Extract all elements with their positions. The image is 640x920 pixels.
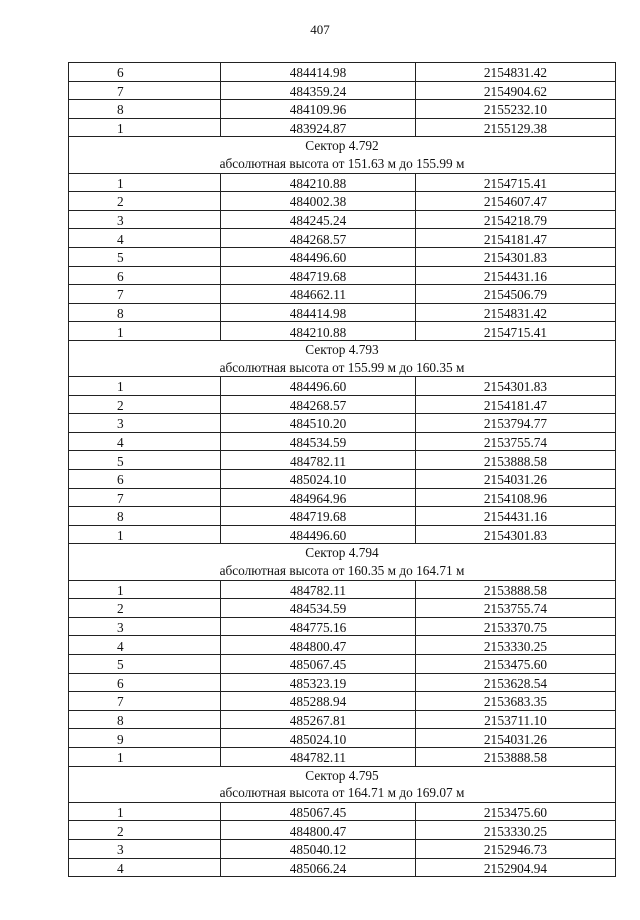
y-coordinate-cell: 2154904.62 [416,81,616,100]
y-coordinate-cell: 2154715.41 [416,322,616,341]
y-coordinate-cell: 2153683.35 [416,692,616,711]
sector-header [69,137,616,173]
x-coordinate-cell: 485323.19 [221,673,416,692]
coordinate-row [69,81,616,100]
x-coordinate-cell: 485067.45 [221,802,416,821]
x-coordinate-cell: 484414.98 [221,303,416,322]
y-coordinate-cell: 2155129.38 [416,118,616,137]
point-number-cell: 4 [69,858,221,877]
point-number-cell: 1 [69,118,221,137]
point-number-cell: 2 [69,821,221,840]
y-coordinate-cell: 2154301.83 [416,247,616,266]
coordinate-row [69,839,616,858]
y-coordinate-cell: 2153475.60 [416,802,616,821]
point-number-cell: 1 [69,322,221,341]
coordinate-row [69,858,616,877]
coordinate-row [69,488,616,507]
sector-altitude: абсолютная высота от 151.63 м до 155.99 м [219,155,465,171]
y-coordinate-cell: 2154607.47 [416,192,616,211]
sector-header [69,340,616,376]
coordinate-row [69,303,616,322]
x-coordinate-cell: 484782.11 [221,451,416,470]
y-coordinate-cell: 2154831.42 [416,63,616,82]
coordinate-row [69,118,616,137]
x-coordinate-cell: 484510.20 [221,414,416,433]
x-coordinate-cell: 484782.11 [221,580,416,599]
point-number-cell: 1 [69,802,221,821]
y-coordinate-cell: 2153755.74 [416,432,616,451]
coordinate-row [69,173,616,192]
coordinate-row [69,747,616,766]
coordinate-row [69,414,616,433]
x-coordinate-cell: 484414.98 [221,63,416,82]
coordinate-row [69,377,616,396]
sector-header-row [69,340,616,376]
coordinate-row [69,655,616,674]
coordinate-row [69,729,616,748]
point-number-cell: 7 [69,285,221,304]
coordinates-table [68,62,616,877]
x-coordinate-cell: 484964.96 [221,488,416,507]
y-coordinate-cell: 2154431.16 [416,507,616,526]
coordinate-row [69,266,616,285]
coordinate-row [69,210,616,229]
coordinate-row [69,229,616,248]
point-number-cell: 3 [69,839,221,858]
sector-header [69,766,616,802]
sector-altitude: абсолютная высота от 164.71 м до 169.07 м [219,785,465,801]
x-coordinate-cell: 484268.57 [221,395,416,414]
y-coordinate-cell: 2154031.26 [416,729,616,748]
x-coordinate-cell: 484359.24 [221,81,416,100]
point-number-cell: 2 [69,192,221,211]
coordinate-row [69,470,616,489]
x-coordinate-cell: 484800.47 [221,821,416,840]
x-coordinate-cell: 484775.16 [221,617,416,636]
coordinate-row [69,192,616,211]
point-number-cell: 1 [69,173,221,192]
x-coordinate-cell: 484800.47 [221,636,416,655]
x-coordinate-cell: 485040.12 [221,839,416,858]
y-coordinate-cell: 2154181.47 [416,229,616,248]
x-coordinate-cell: 484245.24 [221,210,416,229]
coordinate-row [69,821,616,840]
y-coordinate-cell: 2152904.94 [416,858,616,877]
point-number-cell: 2 [69,599,221,618]
point-number-cell: 8 [69,100,221,119]
sector-header-row [69,544,616,580]
coordinate-row [69,395,616,414]
y-coordinate-cell: 2153755.74 [416,599,616,618]
y-coordinate-cell: 2154715.41 [416,173,616,192]
y-coordinate-cell: 2153370.75 [416,617,616,636]
coordinate-row [69,247,616,266]
point-number-cell: 7 [69,488,221,507]
x-coordinate-cell: 484210.88 [221,173,416,192]
coordinate-row [69,100,616,119]
coordinate-row [69,507,616,526]
point-number-cell: 5 [69,451,221,470]
point-number-cell: 5 [69,247,221,266]
coordinate-row [69,63,616,82]
y-coordinate-cell: 2154831.42 [416,303,616,322]
point-number-cell: 9 [69,729,221,748]
coordinates-table-body [69,63,616,877]
y-coordinate-cell: 2154301.83 [416,525,616,544]
sector-title: Сектор 4.794 [305,545,379,561]
x-coordinate-cell: 485288.94 [221,692,416,711]
y-coordinate-cell: 2155232.10 [416,100,616,119]
x-coordinate-cell: 485024.10 [221,470,416,489]
coordinate-row [69,617,616,636]
point-number-cell: 6 [69,266,221,285]
point-number-cell: 7 [69,81,221,100]
point-number-cell: 1 [69,525,221,544]
x-coordinate-cell: 484002.38 [221,192,416,211]
x-coordinate-cell: 484496.60 [221,525,416,544]
x-coordinate-cell: 483924.87 [221,118,416,137]
x-coordinate-cell: 484109.96 [221,100,416,119]
y-coordinate-cell: 2154108.96 [416,488,616,507]
coordinate-row [69,802,616,821]
y-coordinate-cell: 2153628.54 [416,673,616,692]
point-number-cell: 3 [69,617,221,636]
y-coordinate-cell: 2154301.83 [416,377,616,396]
point-number-cell: 2 [69,395,221,414]
x-coordinate-cell: 484782.11 [221,747,416,766]
y-coordinate-cell: 2154181.47 [416,395,616,414]
sector-title: Сектор 4.795 [305,767,379,783]
x-coordinate-cell: 484496.60 [221,377,416,396]
x-coordinate-cell: 484268.57 [221,229,416,248]
coordinate-row [69,432,616,451]
sector-header-row [69,137,616,173]
coordinate-row [69,636,616,655]
coordinate-row [69,692,616,711]
sector-title: Сектор 4.793 [305,341,379,357]
coordinate-row [69,285,616,304]
point-number-cell: 5 [69,655,221,674]
point-number-cell: 8 [69,507,221,526]
page-number: 407 [310,22,330,37]
coordinate-row [69,580,616,599]
point-number-cell: 8 [69,303,221,322]
y-coordinate-cell: 2154431.16 [416,266,616,285]
y-coordinate-cell: 2153330.25 [416,636,616,655]
coordinate-row [69,322,616,341]
y-coordinate-cell: 2154506.79 [416,285,616,304]
point-number-cell: 1 [69,747,221,766]
coordinate-row [69,710,616,729]
sector-header-row [69,766,616,802]
y-coordinate-cell: 2153475.60 [416,655,616,674]
y-coordinate-cell: 2153888.58 [416,747,616,766]
point-number-cell: 8 [69,710,221,729]
y-coordinate-cell: 2154031.26 [416,470,616,489]
x-coordinate-cell: 485024.10 [221,729,416,748]
x-coordinate-cell: 484534.59 [221,432,416,451]
point-number-cell: 1 [69,580,221,599]
point-number-cell: 3 [69,414,221,433]
y-coordinate-cell: 2153711.10 [416,710,616,729]
y-coordinate-cell: 2154218.79 [416,210,616,229]
y-coordinate-cell: 2153888.58 [416,451,616,470]
coordinate-row [69,525,616,544]
x-coordinate-cell: 484662.11 [221,285,416,304]
point-number-cell: 7 [69,692,221,711]
x-coordinate-cell: 485066.24 [221,858,416,877]
coordinate-row [69,673,616,692]
point-number-cell: 4 [69,229,221,248]
x-coordinate-cell: 484496.60 [221,247,416,266]
sector-altitude: абсолютная высота от 155.99 м до 160.35 м [219,359,465,375]
y-coordinate-cell: 2153888.58 [416,580,616,599]
x-coordinate-cell: 484210.88 [221,322,416,341]
x-coordinate-cell: 485267.81 [221,710,416,729]
point-number-cell: 4 [69,432,221,451]
sector-header [69,544,616,580]
point-number-cell: 3 [69,210,221,229]
x-coordinate-cell: 484719.68 [221,507,416,526]
point-number-cell: 1 [69,377,221,396]
x-coordinate-cell: 485067.45 [221,655,416,674]
y-coordinate-cell: 2153794.77 [416,414,616,433]
point-number-cell: 6 [69,673,221,692]
x-coordinate-cell: 484719.68 [221,266,416,285]
x-coordinate-cell: 484534.59 [221,599,416,618]
y-coordinate-cell: 2153330.25 [416,821,616,840]
point-number-cell: 6 [69,63,221,82]
y-coordinate-cell: 2152946.73 [416,839,616,858]
point-number-cell: 4 [69,636,221,655]
point-number-cell: 6 [69,470,221,489]
sector-title: Сектор 4.792 [305,138,379,154]
coordinate-row [69,599,616,618]
sector-altitude: абсолютная высота от 160.35 м до 164.71 м [219,563,465,579]
coordinate-row [69,451,616,470]
